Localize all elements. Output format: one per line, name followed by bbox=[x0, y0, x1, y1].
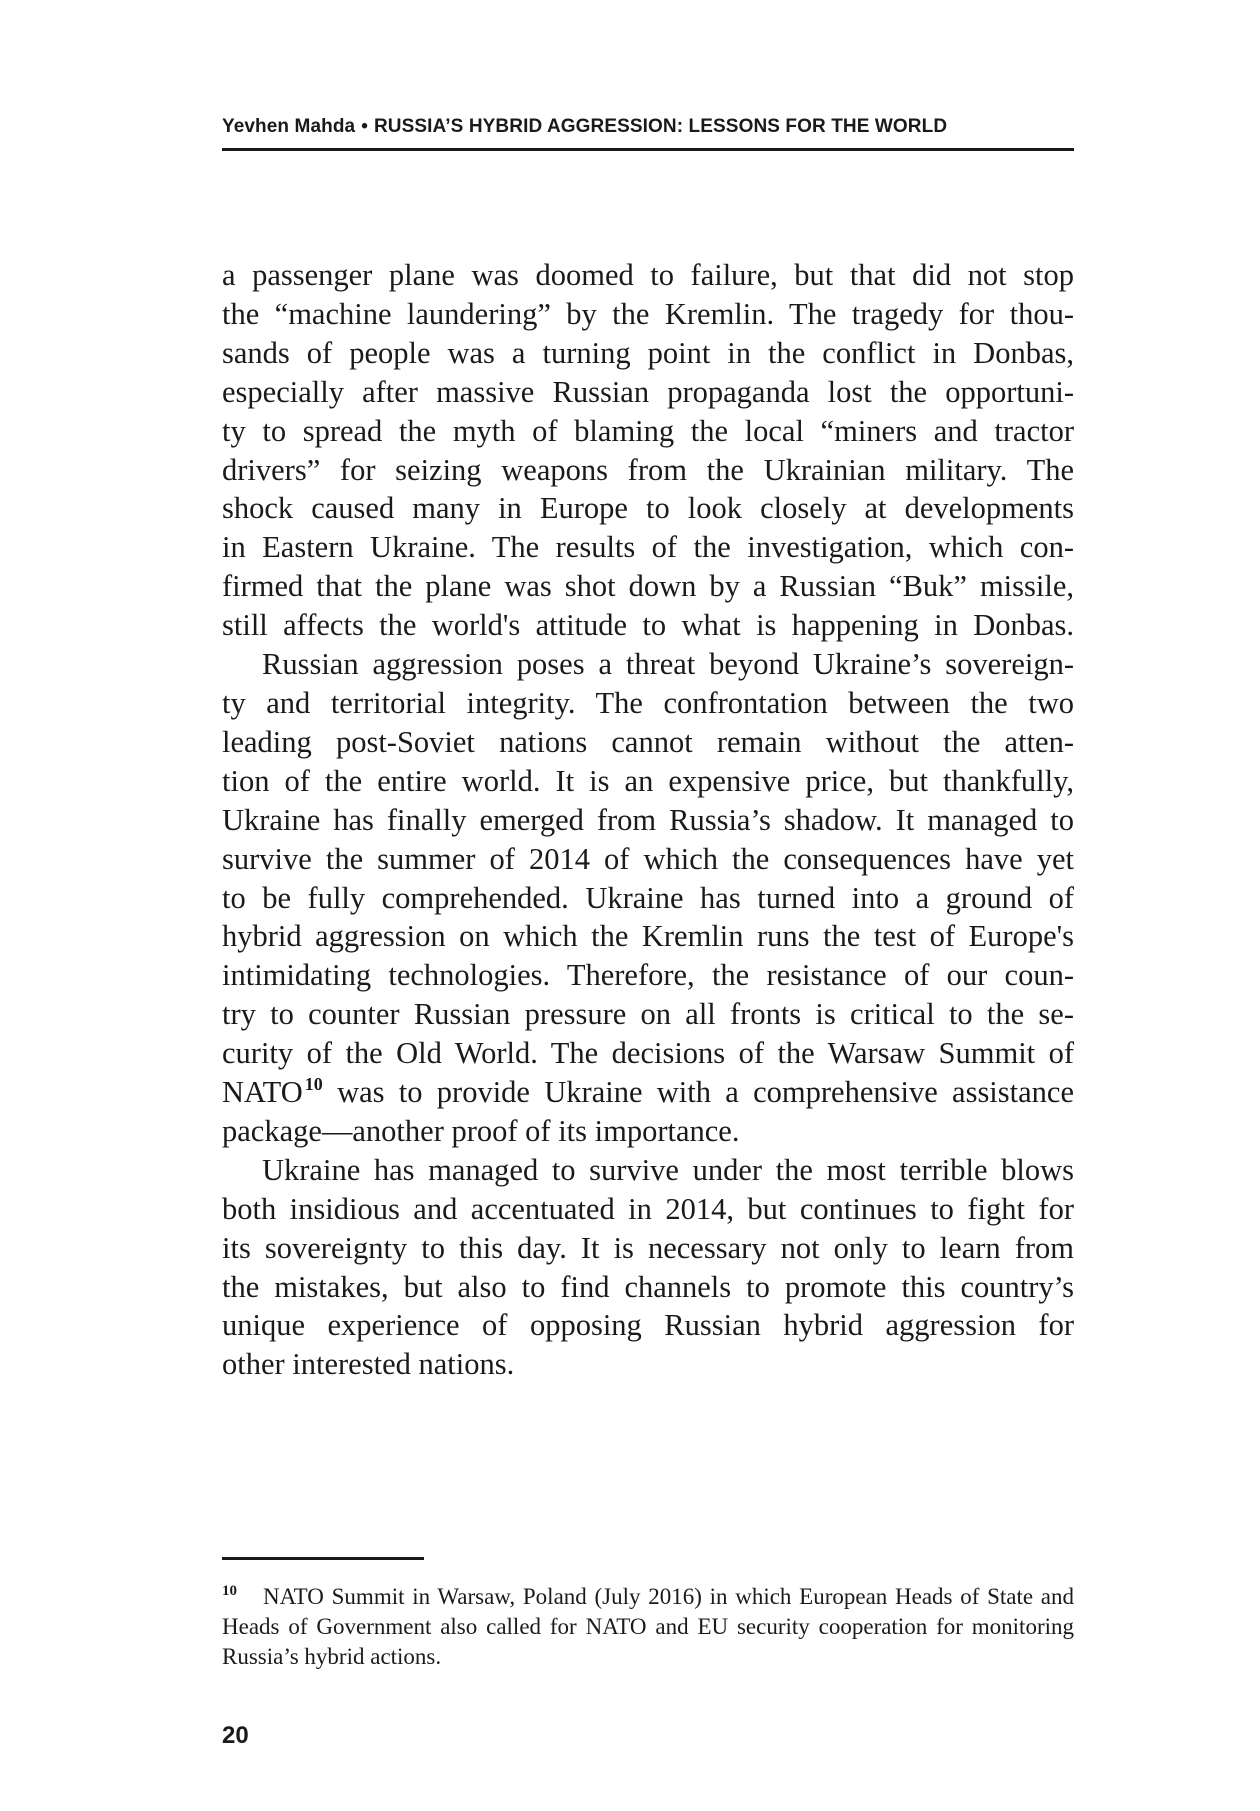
text-line-rest: was to provide Ukraine with a comprehensive assistance bbox=[322, 1075, 1074, 1110]
text-line: sands of people was a turning point in the conflict in Donbas, bbox=[222, 335, 1074, 370]
text-line: package—another proof of its importance. bbox=[222, 1113, 740, 1148]
text-line: Ukraine has finally emerged from Russia’s shadow. It managed to bbox=[222, 802, 1074, 837]
text-line: drivers” for seizing weapons from the Ukrainian military. The bbox=[222, 452, 1074, 487]
header-separator: • bbox=[361, 116, 368, 137]
header-rule bbox=[222, 148, 1074, 151]
nato-text: NATO bbox=[222, 1075, 303, 1110]
text-line: the “machine laundering” by the Kremlin. The tragedy for thou- bbox=[222, 296, 1074, 331]
header-book-title: RUSSIA’S HYBRID AGGRESSION: LESSONS FOR THE WORLD bbox=[373, 116, 948, 137]
text-line-with-noteref bbox=[222, 1073, 1074, 1112]
text-line: try to counter Russian pressure on all fronts is critical to the se- bbox=[222, 997, 1074, 1032]
text-line: a passenger plane was doomed to failure, but that did not stop bbox=[222, 258, 1074, 292]
text-line: in Eastern Ukraine. The results of the investigation, which con- bbox=[222, 530, 1074, 565]
text-line: tion of the entire world. It is an expensive price, but thankfully, bbox=[222, 763, 1074, 798]
text-line: both insidious and accentuated in 2014, but continues to fight for bbox=[222, 1191, 1074, 1226]
text-line: curity of the Old World. The decisions of the Warsaw Summit of bbox=[222, 1036, 1074, 1071]
footnote-rule bbox=[222, 1557, 424, 1560]
text-line: intimidating technologies. Therefore, the resistance of our coun- bbox=[222, 958, 1074, 993]
page-number: 20 bbox=[222, 1722, 249, 1749]
text-line: Russian aggression poses a threat beyond Ukraine’s sovereign- bbox=[262, 647, 1074, 682]
footnote-number: 10 bbox=[222, 1583, 237, 1599]
header-author: Yevhen Mahda bbox=[222, 116, 356, 137]
text-line: still affects the world's attitude to what is happening in Donbas. bbox=[222, 608, 1074, 643]
footnote-reference[interactable]: 10 bbox=[304, 1074, 323, 1095]
footnote bbox=[222, 1582, 1074, 1672]
paragraph-2 bbox=[222, 645, 1074, 1151]
text-line: to be fully comprehended. Ukraine has turned into a ground of bbox=[222, 880, 1074, 915]
footnote-text: NATO Summit in Warsaw, Poland (July 2016) in which European Heads of State and Heads of Government also called for NATO and EU security cooperation for monitoring Russia’s hybrid actions. bbox=[222, 1584, 1074, 1669]
text-line: other interested nations. bbox=[222, 1347, 515, 1382]
text-line: survive the summer of 2014 of which the consequences have yet bbox=[222, 841, 1074, 876]
text-line: hybrid aggression on which the Kremlin runs the test of Europe's bbox=[222, 919, 1074, 954]
text-line: especially after massive Russian propaganda lost the opportuni- bbox=[222, 374, 1074, 409]
text-line: unique experience of opposing Russian hybrid aggression for bbox=[222, 1308, 1074, 1343]
text-line: leading post-Soviet nations cannot remain without the atten- bbox=[222, 724, 1074, 759]
text-line: its sovereignty to this day. It is necessary not only to learn from bbox=[222, 1230, 1074, 1265]
text-line: shock caused many in Europe to look closely at developments bbox=[222, 491, 1074, 526]
text-line: ty to spread the myth of blaming the local “miners and tractor bbox=[222, 413, 1074, 448]
running-head bbox=[222, 116, 1074, 138]
paragraph-1 bbox=[222, 256, 1074, 645]
text-line: the mistakes, but also to find channels to promote this country’s bbox=[222, 1269, 1074, 1304]
footnote-paragraph bbox=[222, 1582, 1074, 1672]
paragraph-3 bbox=[222, 1151, 1074, 1384]
text-line: Ukraine has managed to survive under the most terrible blows bbox=[262, 1152, 1074, 1187]
main-text bbox=[222, 256, 1074, 1384]
text-line: firmed that the plane was shot down by a Russian “Buk” missile, bbox=[222, 569, 1074, 604]
text-line: ty and territorial integrity. The confrontation between the two bbox=[222, 685, 1074, 720]
